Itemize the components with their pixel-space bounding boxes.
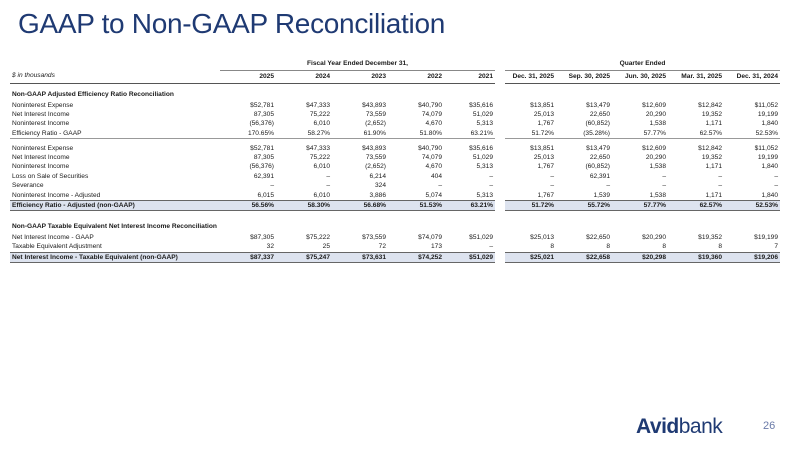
row-value: $73,631	[332, 252, 388, 262]
row-value: –	[438, 182, 442, 190]
row-value: 6,015	[257, 191, 274, 199]
reconciliation-table	[10, 58, 780, 263]
column-header: 2024	[276, 70, 332, 83]
row-value: 52.53%	[724, 201, 780, 211]
row-value: $25,013	[500, 233, 556, 242]
section-title-row	[10, 83, 780, 101]
table-row	[10, 191, 780, 201]
row-value: $43,893	[362, 101, 386, 109]
row-value: 1,840	[761, 163, 778, 171]
row-value: 6,010	[313, 163, 330, 171]
row-value: $75,247	[276, 252, 332, 262]
table-row	[10, 153, 780, 162]
row-value: 51,029	[472, 154, 493, 162]
row-value: 25,013	[500, 110, 556, 119]
table-row	[10, 233, 780, 242]
row-value: 8	[606, 243, 610, 251]
row-value: 404	[430, 172, 442, 180]
row-value: $19,352	[698, 233, 722, 241]
table-row	[10, 129, 780, 139]
page-number: 26	[763, 420, 776, 432]
row-label: Noninterest Income - Adjusted	[12, 191, 101, 199]
row-value: –	[500, 172, 556, 181]
row-label: Noninterest Expense	[12, 101, 74, 109]
row-value: –	[606, 182, 610, 190]
row-value: $87,337	[220, 252, 276, 262]
row-value: 22,650	[589, 110, 610, 118]
table-row	[10, 101, 780, 110]
row-value: 61.90%	[332, 129, 388, 139]
row-value: $74,252	[388, 252, 444, 262]
row-value: 75,222	[309, 154, 330, 162]
row-value: $20,290	[642, 233, 666, 241]
row-value: 51.53%	[388, 201, 444, 211]
row-value: $12,842	[698, 144, 722, 152]
row-value: 32	[266, 243, 274, 251]
row-value: 55.72%	[556, 201, 612, 211]
row-value: –	[489, 182, 493, 190]
table-row	[10, 172, 780, 181]
row-value: –	[718, 182, 722, 190]
row-label: Net Interest Income - Taxable Equivalent (non-GAAP)	[10, 252, 220, 262]
column-header: Dec. 31, 2025	[500, 70, 556, 83]
row-label: Noninterest Income	[12, 163, 70, 171]
row-value: 56.68%	[332, 201, 388, 211]
row-value: $12,842	[698, 101, 722, 109]
row-value: $40,790	[418, 144, 442, 152]
logo-bank-text: bank	[678, 415, 723, 438]
row-value: 58.27%	[276, 129, 332, 139]
row-value: $52,781	[250, 144, 274, 152]
row-value: –	[774, 172, 778, 180]
row-label: Taxable Equivalent Adjustment	[12, 243, 102, 251]
row-value: 22,650	[589, 154, 610, 162]
row-value: 6,010	[313, 120, 330, 128]
column-header: Dec. 31, 2024	[724, 70, 780, 83]
row-value: 173	[430, 243, 442, 251]
row-value: 5,313	[476, 163, 493, 171]
row-value: 1,538	[649, 163, 666, 171]
row-value: $13,851	[500, 101, 556, 110]
row-value: 25	[322, 243, 330, 251]
row-value: 52.53%	[724, 129, 780, 139]
row-value: 20,290	[645, 110, 666, 118]
row-value: $87,305	[250, 233, 274, 241]
row-value: 1,767	[500, 191, 556, 201]
row-value: $51,029	[444, 252, 500, 262]
row-value: –	[662, 172, 666, 180]
column-group-header	[10, 58, 780, 70]
row-label: Net Interest Income	[12, 154, 70, 162]
row-value: 62,391	[253, 172, 274, 180]
column-header: 2023	[332, 70, 388, 83]
row-label: Net Interest Income - GAAP	[12, 233, 94, 241]
row-value: 19,352	[701, 110, 722, 118]
reconciliation-table-container	[10, 58, 780, 263]
row-value: 1,171	[705, 191, 722, 199]
quarter-group-header: Quarter Ended	[500, 58, 780, 70]
row-value: 56.56%	[220, 201, 276, 211]
row-value: –	[662, 182, 666, 190]
row-value: 25,013	[500, 153, 556, 162]
column-header: 2022	[388, 70, 444, 83]
row-value: 51.72%	[500, 129, 556, 139]
row-value: 4,670	[425, 163, 442, 171]
row-value: $20,298	[612, 252, 668, 262]
row-value: (56,376)	[249, 120, 274, 128]
row-value: 1,538	[649, 191, 666, 199]
table-row	[10, 162, 780, 171]
row-value: $74,079	[418, 233, 442, 241]
row-value: $11,052	[754, 144, 778, 152]
row-value: 5,313	[476, 120, 493, 128]
row-value: 51.80%	[388, 129, 444, 139]
row-value: –	[326, 182, 330, 190]
column-header: 2021	[444, 70, 500, 83]
row-value: $73,559	[362, 233, 386, 241]
row-value: $35,616	[469, 144, 493, 152]
row-value: 6,010	[313, 191, 330, 199]
table-row	[10, 242, 780, 252]
row-value: 74,079	[421, 154, 442, 162]
row-value: (60,852)	[585, 163, 610, 171]
row-value: 20,290	[645, 154, 666, 162]
row-value: 19,199	[757, 154, 778, 162]
row-value: $13,851	[500, 144, 556, 153]
table-row	[10, 119, 780, 128]
row-label: Efficiency Ratio - GAAP	[10, 129, 220, 139]
row-value: (60,852)	[585, 120, 610, 128]
row-label: Loss on Sale of Securities	[12, 172, 89, 180]
row-value: 19,352	[701, 154, 722, 162]
row-label: Noninterest Income	[12, 120, 70, 128]
row-value: 87,305	[253, 154, 274, 162]
row-value: $75,222	[306, 233, 330, 241]
row-value: 73,559	[365, 110, 386, 118]
row-value: 58.30%	[276, 201, 332, 211]
page-title: GAAP to Non-GAAP Reconciliation	[18, 8, 445, 39]
section-title: Non-GAAP Adjusted Efficiency Ratio Reconciliation	[12, 90, 174, 98]
total-row	[10, 252, 780, 262]
row-value: $12,609	[642, 144, 666, 152]
row-value: –	[489, 243, 493, 251]
units-label: $ in thousands	[10, 70, 220, 83]
row-value: 8	[718, 243, 722, 251]
row-value: $51,029	[469, 233, 493, 241]
row-value: $43,893	[362, 144, 386, 152]
column-header-row	[10, 70, 780, 83]
row-value: (2,652)	[365, 120, 386, 128]
row-value: $19,199	[754, 233, 778, 241]
row-value: $22,658	[556, 252, 612, 262]
row-value: –	[326, 172, 330, 180]
row-value: $52,781	[250, 101, 274, 109]
row-value: (2,652)	[365, 163, 386, 171]
row-value: $11,052	[754, 101, 778, 109]
row-value: $22,650	[586, 233, 610, 241]
row-value: 7	[774, 243, 778, 251]
row-value: 1,171	[705, 120, 722, 128]
row-value: –	[774, 182, 778, 190]
row-value: 51,029	[472, 110, 493, 118]
row-value: $25,021	[500, 252, 556, 262]
row-value: 3,886	[369, 191, 386, 199]
row-value: $13,479	[586, 144, 610, 152]
row-label: Severance	[12, 182, 44, 190]
row-value: (35.28%)	[556, 129, 612, 139]
row-value: 74,079	[421, 110, 442, 118]
row-value: 1,840	[761, 120, 778, 128]
section-title-row	[10, 216, 780, 233]
column-header: Mar. 31, 2025	[668, 70, 724, 83]
row-value: –	[270, 182, 274, 190]
row-value: (56,376)	[249, 163, 274, 171]
row-value: 8	[662, 243, 666, 251]
total-row	[10, 201, 780, 211]
row-label: Net Interest Income	[12, 110, 70, 118]
table-row	[10, 181, 780, 190]
row-value: 63.21%	[444, 129, 500, 139]
row-value: –	[500, 181, 556, 190]
row-value: 57.77%	[612, 201, 668, 211]
column-header: 2025	[220, 70, 276, 83]
table-row	[10, 144, 780, 153]
row-value: 170.65%	[220, 129, 276, 139]
row-value: $40,790	[418, 101, 442, 109]
row-value: –	[489, 172, 493, 180]
row-value: 6,214	[369, 172, 386, 180]
row-value: $47,333	[306, 101, 330, 109]
row-value: 5,313	[476, 191, 493, 199]
row-value: $19,206	[724, 252, 780, 262]
row-value: 51.72%	[500, 201, 556, 211]
row-value: 324	[374, 182, 386, 190]
row-value: 72	[378, 243, 386, 251]
column-header: Jun. 30, 2025	[612, 70, 668, 83]
row-value: $19,360	[668, 252, 724, 262]
row-value: 1,539	[593, 191, 610, 199]
row-value: 62.57%	[668, 129, 724, 139]
row-value: 87,305	[253, 110, 274, 118]
row-value: 62.57%	[668, 201, 724, 211]
avidbank-logo	[636, 416, 722, 438]
row-value: 1,767	[500, 162, 556, 171]
row-value: 75,222	[309, 110, 330, 118]
row-value: 1,840	[761, 191, 778, 199]
row-value: 5,074	[425, 191, 442, 199]
logo-avid-text: Avid	[636, 415, 679, 438]
row-label: Noninterest Expense	[12, 144, 74, 152]
row-value: 1,767	[500, 119, 556, 128]
row-value: 8	[500, 242, 556, 252]
row-value: $13,479	[586, 101, 610, 109]
row-value: 62,391	[589, 172, 610, 180]
table-body	[10, 83, 780, 263]
column-header: Sep. 30, 2025	[556, 70, 612, 83]
row-value: $12,609	[642, 101, 666, 109]
row-value: –	[718, 172, 722, 180]
row-value: 1,538	[649, 120, 666, 128]
row-value: 57.77%	[612, 129, 668, 139]
fiscal-year-group-header: Fiscal Year Ended December 31,	[220, 58, 500, 70]
row-value: 73,559	[365, 154, 386, 162]
row-value: $47,333	[306, 144, 330, 152]
row-label: Efficiency Ratio - Adjusted (non-GAAP)	[10, 201, 220, 211]
row-value: 63.21%	[444, 201, 500, 211]
row-value: 1,171	[705, 163, 722, 171]
row-value: $35,616	[469, 101, 493, 109]
table-row	[10, 110, 780, 119]
row-value: 19,199	[757, 110, 778, 118]
section-title: Non-GAAP Taxable Equivalent Net Interest Income Reconciliation	[12, 222, 217, 230]
row-value: 4,670	[425, 120, 442, 128]
